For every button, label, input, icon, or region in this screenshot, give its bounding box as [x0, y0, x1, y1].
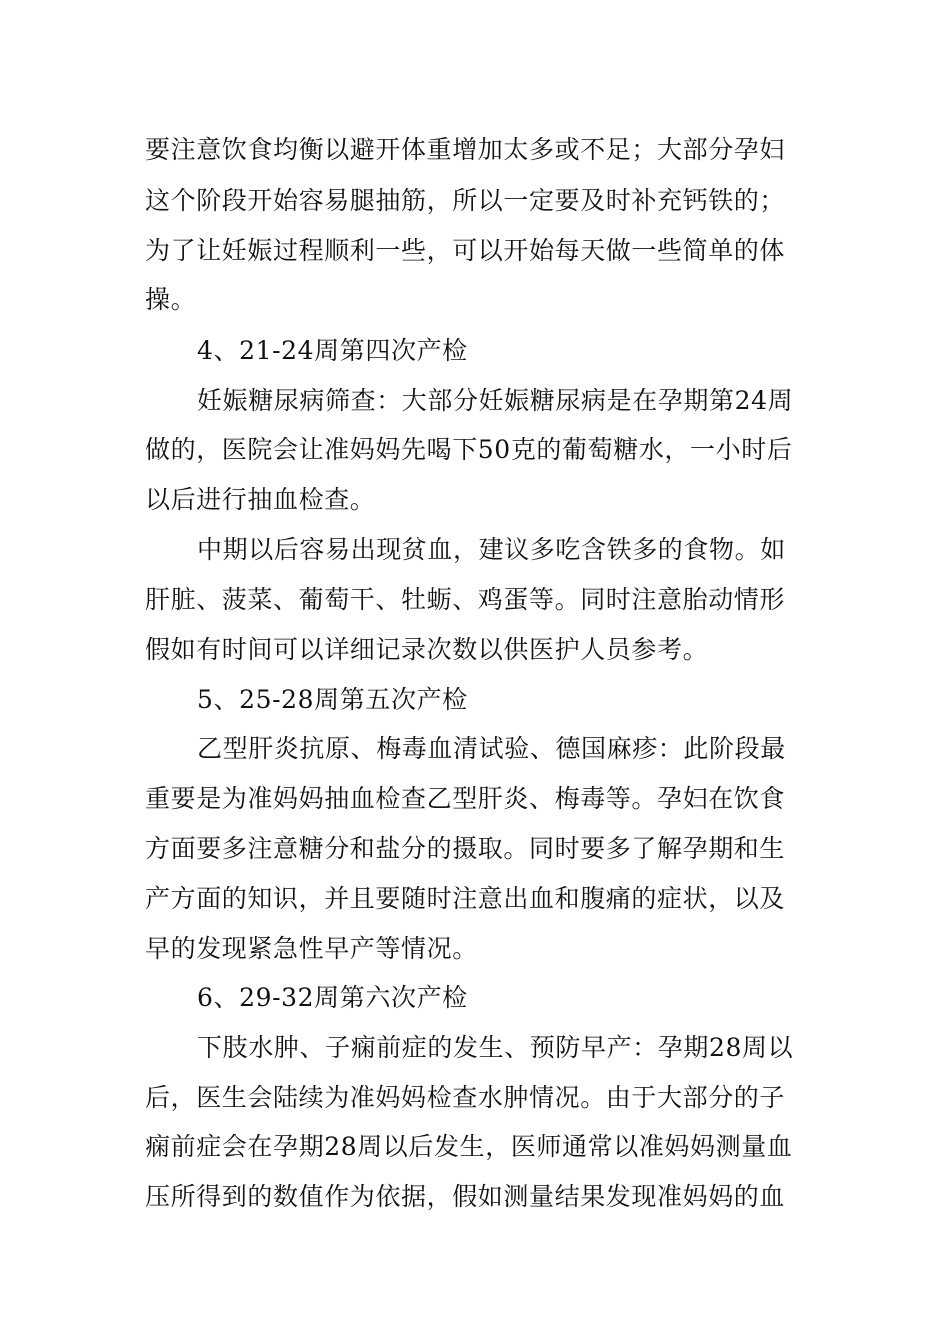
paragraph-line: 下肢水肿、子痫前症的发生、预防早产：孕期28周以	[197, 1033, 794, 1062]
paragraph-line: 肝脏、菠菜、葡萄干、牡蛎、鸡蛋等。同时注意胎动情形	[145, 585, 786, 614]
paragraph-line: 痫前症会在孕期28周以后发生，医师通常以准妈妈测量血	[145, 1132, 793, 1161]
paragraph-line: 为了让妊娠过程顺利一些，可以开始每天做一些简单的体	[145, 236, 786, 265]
section-heading: 4、21-24周第四次产检	[197, 336, 468, 365]
paragraph-line: 乙型肝炎抗原、梅毒血清试验、德国麻疹：此阶段最	[197, 734, 786, 763]
paragraph-line: 早的发现紧急性早产等情况。	[145, 934, 478, 963]
paragraph-line: 后，医生会陆续为准妈妈检查水肿情况。由于大部分的子	[145, 1083, 786, 1112]
paragraph-line: 重要是为准妈妈抽血检查乙型肝炎、梅毒等。孕妇在饮食	[145, 784, 786, 813]
paragraph-line: 假如有时间可以详细记录次数以供医护人员参考。	[145, 635, 709, 664]
paragraph-line: 这个阶段开始容易腿抽筋，所以一定要及时补充钙铁的；	[145, 186, 786, 215]
paragraph-line: 做的，医院会让准妈妈先喝下50克的葡萄糖水，一小时后	[145, 435, 793, 464]
section-heading: 6、29-32周第六次产检	[197, 983, 468, 1012]
paragraph-line: 方面要多注意糖分和盐分的摄取。同时要多了解孕期和生	[145, 834, 786, 863]
paragraph-line: 操。	[145, 285, 197, 314]
paragraph-line: 要注意饮食均衡以避开体重增加太多或不足；大部分孕妇	[145, 135, 786, 164]
section-heading: 5、25-28周第五次产检	[197, 685, 468, 714]
paragraph-line: 中期以后容易出现贫血，建议多吃含铁多的食物。如	[197, 535, 786, 564]
paragraph-line: 压所得到的数值作为依据，假如测量结果发现准妈妈的血	[145, 1182, 786, 1211]
paragraph-line: 妊娠糖尿病筛查：大部分妊娠糖尿病是在孕期第24周	[197, 386, 794, 415]
paragraph-line: 产方面的知识，并且要随时注意出血和腹痛的症状，以及	[145, 884, 786, 913]
paragraph-line: 以后进行抽血检查。	[145, 485, 376, 514]
